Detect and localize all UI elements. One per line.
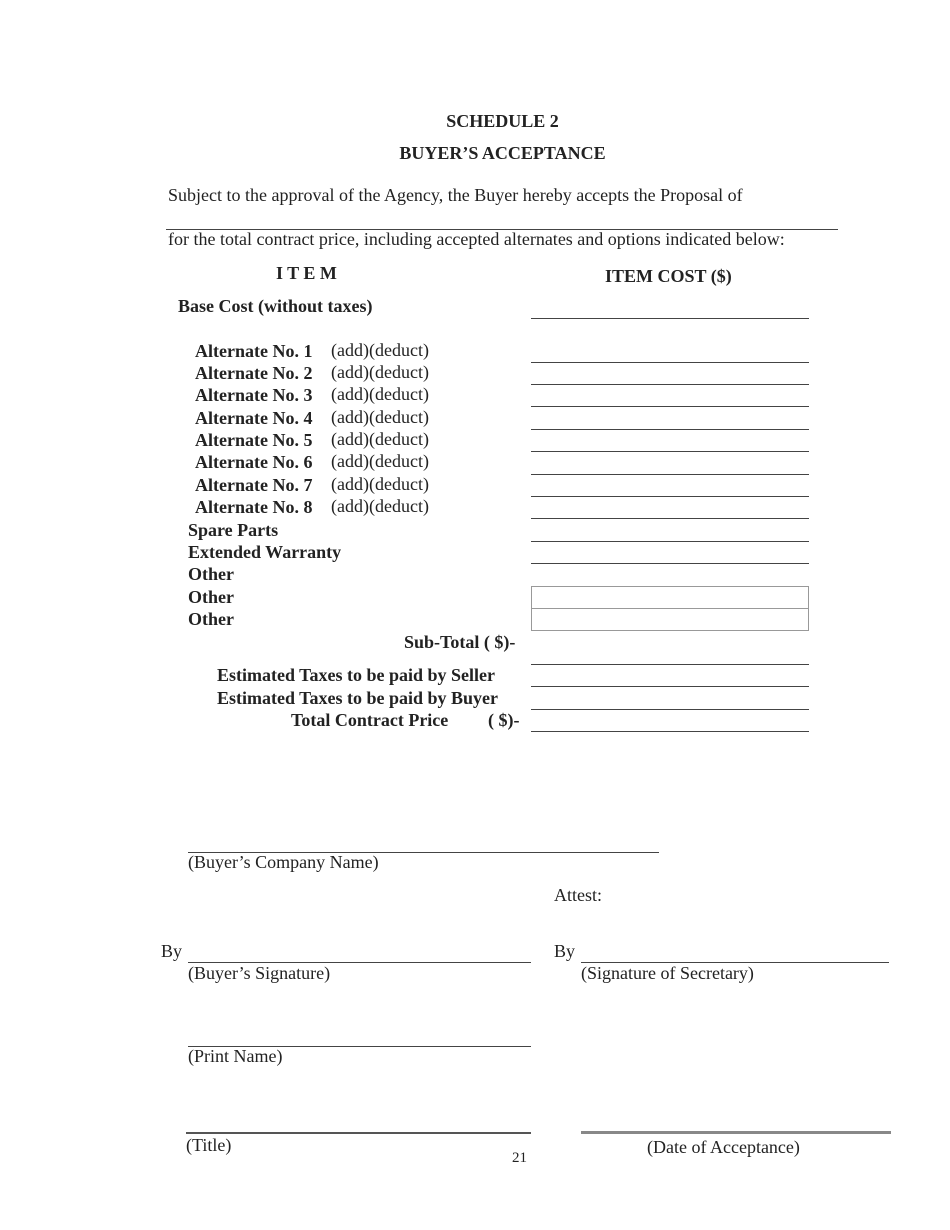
- other-label: Other: [188, 587, 234, 607]
- extended-warranty-cost-field[interactable]: [531, 563, 809, 564]
- alternate-label: Alternate No. 3: [195, 385, 313, 405]
- total-contract-price-label: Total Contract Price: [291, 710, 449, 730]
- subtotal-field[interactable]: [531, 664, 809, 665]
- by-label-left: By: [161, 941, 183, 961]
- other-cost-field[interactable]: [531, 608, 809, 631]
- alternate-label: Alternate No. 7: [195, 475, 313, 495]
- company-name-caption: (Buyer’s Company Name): [188, 852, 379, 872]
- alternate-cost-field[interactable]: [531, 429, 809, 430]
- alternate-cost-field[interactable]: [531, 406, 809, 407]
- alternate-label: Alternate No. 4: [195, 408, 313, 428]
- schedule-heading: SCHEDULE 2: [446, 111, 559, 131]
- secretary-signature-caption: (Signature of Secretary): [581, 963, 754, 983]
- alternate-add-deduct: (add)(deduct): [331, 429, 429, 449]
- title-line[interactable]: [186, 1132, 531, 1134]
- total-unit-label: ( $)-: [488, 710, 520, 730]
- alternate-label: Alternate No. 6: [195, 452, 313, 472]
- attest-label: Attest:: [554, 885, 602, 905]
- item-column-header: I T E M: [276, 263, 337, 283]
- title-caption: (Title): [186, 1135, 232, 1155]
- spare-parts-label: Spare Parts: [188, 520, 279, 540]
- alternate-add-deduct: (add)(deduct): [331, 496, 429, 516]
- alternate-cost-field[interactable]: [531, 496, 809, 497]
- alternate-cost-field[interactable]: [531, 518, 809, 519]
- intro-line-2: for the total contract price, including accepted alternates and options indicated below:: [168, 229, 785, 249]
- other-label: Other: [188, 609, 234, 629]
- other-cost-field[interactable]: [531, 586, 809, 609]
- page-title: BUYER’S ACCEPTANCE: [399, 143, 606, 163]
- alternate-add-deduct: (add)(deduct): [331, 407, 429, 427]
- taxes-buyer-label: Estimated Taxes to be paid by Buyer: [217, 688, 499, 708]
- spare-parts-cost-field[interactable]: [531, 541, 809, 542]
- alternate-add-deduct: (add)(deduct): [331, 362, 429, 382]
- subtotal-label: Sub-Total ( $)-: [404, 632, 516, 652]
- alternate-cost-field[interactable]: [531, 384, 809, 385]
- alternate-add-deduct: (add)(deduct): [331, 384, 429, 404]
- alternate-add-deduct: (add)(deduct): [331, 340, 429, 360]
- by-label-right: By: [554, 941, 576, 961]
- intro-line-1: Subject to the approval of the Agency, the Buyer hereby accepts the Proposal of: [168, 185, 743, 205]
- alternate-cost-field[interactable]: [531, 451, 809, 452]
- buyer-signature-caption: (Buyer’s Signature): [188, 963, 331, 983]
- other-label: Other: [188, 564, 234, 584]
- item-cost-column-header: ITEM COST ($): [605, 266, 732, 286]
- total-contract-price-field[interactable]: [531, 731, 809, 732]
- print-name-caption: (Print Name): [188, 1046, 283, 1066]
- page-number: 21: [512, 1150, 527, 1166]
- taxes-seller-field[interactable]: [531, 686, 809, 687]
- taxes-buyer-field[interactable]: [531, 709, 809, 710]
- base-cost-field[interactable]: [531, 318, 809, 319]
- alternate-cost-field[interactable]: [531, 362, 809, 363]
- alternate-add-deduct: (add)(deduct): [331, 474, 429, 494]
- alternate-label: Alternate No. 1: [195, 341, 313, 361]
- extended-warranty-label: Extended Warranty: [188, 542, 342, 562]
- alternate-label: Alternate No. 2: [195, 363, 313, 383]
- alternate-cost-field[interactable]: [531, 474, 809, 475]
- date-of-acceptance-caption: (Date of Acceptance): [647, 1137, 800, 1157]
- alternate-label: Alternate No. 8: [195, 497, 313, 517]
- alternate-add-deduct: (add)(deduct): [331, 451, 429, 471]
- alternate-label: Alternate No. 5: [195, 430, 313, 450]
- taxes-seller-label: Estimated Taxes to be paid by Seller: [217, 665, 496, 685]
- date-of-acceptance-line[interactable]: [581, 1131, 891, 1134]
- base-cost-label: Base Cost (without taxes): [178, 296, 373, 316]
